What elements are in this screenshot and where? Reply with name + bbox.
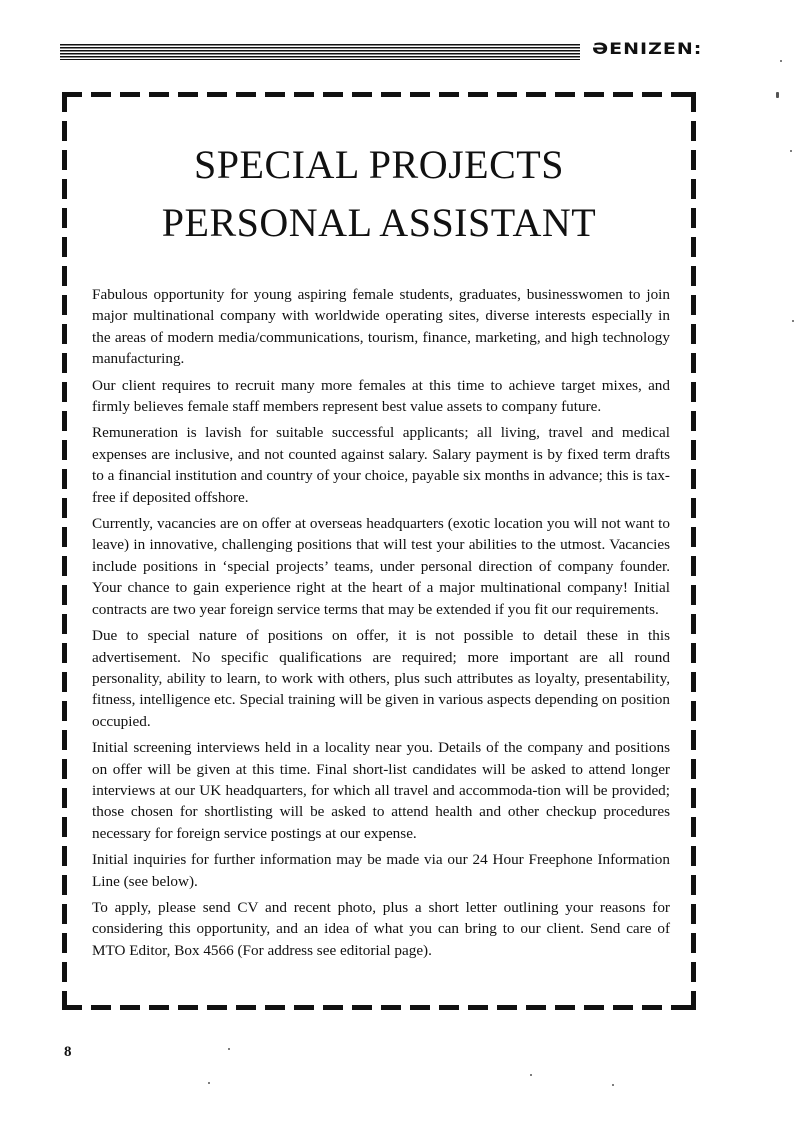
scan-speck [776, 92, 779, 98]
scan-speck [228, 1048, 230, 1050]
scan-speck [530, 1074, 532, 1076]
paragraph-remuneration: Remuneration is lavish for suitable successful applicants; all living, travel and medical expenses are inclusive, and not counted against salary. Salary payment is by fixed term drafts to a financial institution and country of your choice, payable six months in advance; this is tax-free if deposited offshore. [92, 424, 670, 506]
paragraph-apply: To apply, please send CV and recent photo, plus a short letter outlining your reasons for considering this opportunity, and an idea of what you can bring to our client. Send care of MTO Editor, Box 4566 (For address see editorial page). [92, 898, 670, 959]
title-line-2: PERSONAL ASSISTANT [161, 200, 597, 245]
paragraph-inquiries: Initial inquiries for further information may be made via our 24 Hour Freephone Information Line (see below). [92, 851, 670, 890]
paragraph-opportunity: Fabulous opportunity for young aspiring female students, graduates, businesswomen to join major multinational company with worldwide operating sites, diverse interests especially in the areas of modern media/communications, tourism, finance, marketing, and high technology manufacturing. [92, 286, 670, 368]
border-top [62, 92, 696, 97]
border-bottom [62, 1005, 696, 1010]
page-number: 8 [64, 1044, 72, 1060]
paragraph-interviews: Initial screening interviews held in a locality near you. Details of the company and positions on offer will be given at this time. Final short-list candidates will be asked to attend longer interviews at our UK headquarters, for which all travel and accommoda-tion will be provided; those chosen for shortlisting will be asked to attend health and other checkup procedures necessary for foreign service postings at our expense. [92, 739, 670, 842]
advert-box [62, 92, 696, 1010]
header-rule [60, 44, 580, 60]
advert-title [62, 136, 696, 252]
paragraph-qualifications: Due to special nature of positions on offer, it is not possible to detail these in this advertisement. No specific qualifications are required; more important are all round personality, ability to learn, to work with others, plus such attributes as loyalty, presentability, fitness, intelligence etc. Special training will be given in various aspects depending on position occupied. [92, 627, 670, 730]
paragraph-recruitment: Our client requires to recruit many more females at this time to achieve target mixes, and firmly believes female staff members represent best value assets to company future. [92, 376, 670, 416]
scan-speck [790, 150, 792, 152]
advert-body [92, 284, 670, 966]
scan-speck [612, 1084, 614, 1086]
paragraph-vacancies: Currently, vacancies are on offer at overseas headquarters (exotic location you will not want to leave) in innovative, challenging positions that will test your abilities to the utmost. Vacancies include positions in ‘special projects’ teams, under personal direction of company founder. Your chance to gain experience right at the heart of a major multinational company! Initial contracts are two year foreign service terms that may be extended if you fit our requirements. [92, 515, 670, 618]
title-line-1: SPECIAL PROJECTS [194, 142, 564, 187]
scan-speck [780, 60, 782, 62]
scan-speck [208, 1082, 210, 1084]
masthead: ƏENIZEN: [592, 39, 703, 59]
